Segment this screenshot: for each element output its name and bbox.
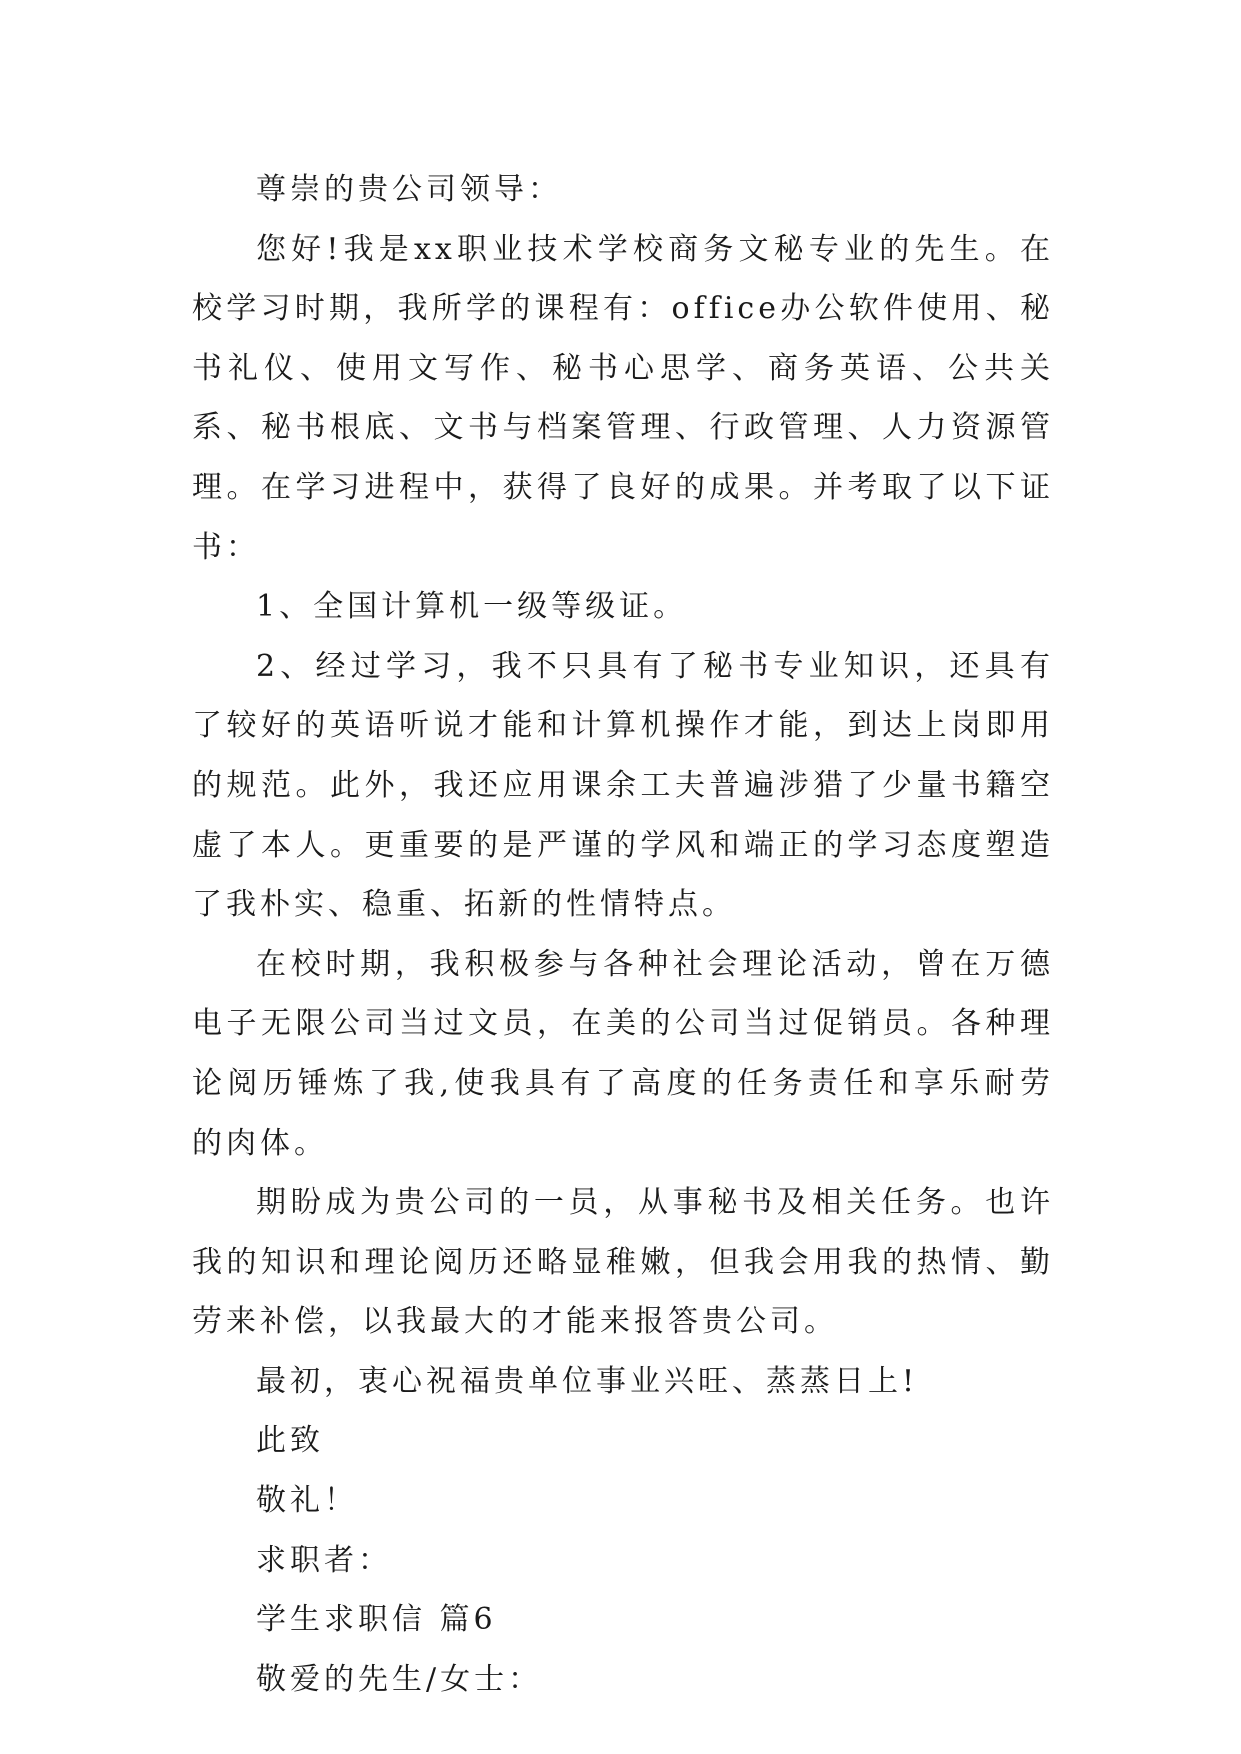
next-salutation: 敬爱的先生/女士： — [256, 1661, 543, 1697]
closing-salute: 敬礼！ — [256, 1483, 358, 1519]
closing-wish: 最初，衷心祝福贵单位事业兴旺、蒸蒸日上! — [256, 1363, 919, 1399]
section-heading: 学生求职信 篇6 — [256, 1602, 497, 1638]
closing-regards: 此致 — [256, 1423, 324, 1459]
paragraph-expectation: 期盼成为贵公司的一员，从事秘书及相关任务。也许我的知识和理论阅历还略显稚嫩，但我会用我的热情、勤劳来补偿，以我最大的才能来报答贵公司。 — [192, 1185, 1054, 1340]
paragraph-experience: 在校时期，我积极参与各种社会理论活动，曾在万德电子无限公司当过文员，在美的公司当过促销员。各种理论阅历锤炼了我,使我具有了高度的任务责任和享乐耐劳的肉体。 — [192, 946, 1054, 1161]
paragraph-certificate: 1、全国计算机一级等级证。 — [256, 589, 688, 625]
signature-label: 求职者： — [256, 1542, 392, 1578]
paragraph-skills: 2、经过学习，我不只具有了秘书专业知识，还具有了较好的英语听说才能和计算机操作才能，到达上岗即用的规范。此外，我还应用课余工夫普遍涉猎了少量书籍空虚了本人。更重要的是严谨的学风和端正的学习态度塑造了我朴实、稳重、拓新的性情特点。 — [192, 648, 1054, 923]
salutation: 尊崇的贵公司领导： — [256, 172, 562, 207]
letter-body — [192, 160, 1054, 1709]
paragraph-intro: 您好!我是xx职业技术学校商务文秘专业的先生。在校学习时期，我所学的课程有：office办公软件使用、秘书礼仪、使用文写作、秘书心思学、商务英语、公共关系、秘书根底、文书与档案管理、行政管理、人力资源管理。在学习进程中，获得了良好的成果。并考取了以下证书： — [192, 231, 1054, 565]
